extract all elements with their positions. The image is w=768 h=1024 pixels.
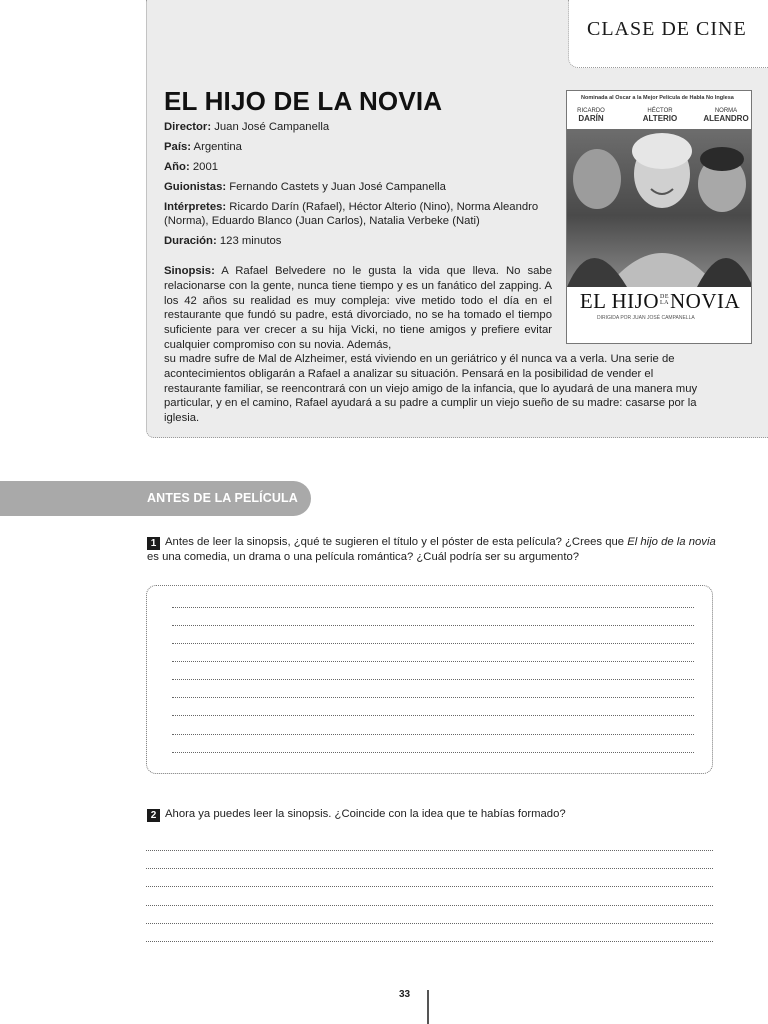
cast-value: Ricardo Darín (Rafael), Héctor Alterio (Nino), Norma Aleandro (Norma), Eduardo Blanco (Juan Carlos), Natalia Verbeke (Nati) — [164, 201, 539, 227]
answer-line[interactable] — [146, 905, 713, 906]
year-label: Año: — [164, 161, 190, 173]
answer-line[interactable] — [146, 941, 713, 942]
answer-line[interactable] — [146, 886, 713, 887]
cast-label: Intérpretes: — [164, 201, 227, 213]
answer-line[interactable] — [172, 752, 694, 753]
writers-label: Guionistas: — [164, 181, 227, 193]
question-2: 2 Ahora ya puedes leer la sinopsis. ¿Coincide con la idea que te habías formado? — [147, 807, 717, 822]
answer-line[interactable] — [172, 643, 694, 644]
duration-value: 123 minutos — [219, 234, 282, 247]
poster-title: EL HIJODE LANOVIA — [579, 289, 741, 313]
page-number-rule — [427, 990, 429, 1024]
answer-line[interactable] — [146, 923, 713, 924]
country-label: País: — [164, 141, 192, 153]
answer-line[interactable] — [172, 607, 694, 608]
question-1: 1 Antes de leer la sinopsis, ¿qué te sugieren el título y el póster de esta película? ¿Crees que El hijo de la novia es una comedia, un drama o una película romántica? ¿Cuál podría ser su argumento? — [147, 536, 716, 563]
poster-credit: DIRIGIDA POR JUAN JOSÉ CAMPANELLA — [597, 315, 695, 321]
poster-cast-1: RICARDO DARÍN — [577, 108, 605, 123]
cast-row — [164, 201, 554, 228]
duration-row — [164, 235, 554, 249]
duration-label: Duración: — [164, 234, 217, 247]
answer-line[interactable] — [146, 850, 713, 851]
answer-line[interactable] — [172, 625, 694, 626]
synopsis-text-1: A Rafael Belvedere no le gusta la vida que lleva. No sabe relacionarse con la gente, nunca tiene tiempo y es un fanático del zapping. A los 42 años su realidad es muy compleja: vive metido todo el día en el restaurante que fundó su padre, está divorciado, no se ha tomado el tiempo suficiente para ver crecer a su hija Vicki, no tiene amigos y prefiere evitar cualquier compromiso con su novia. Además, — [164, 265, 552, 351]
movie-poster — [566, 90, 752, 344]
synopsis-label: Sinopsis: — [164, 265, 215, 277]
poster-photo-illustration — [567, 129, 752, 287]
poster-photo — [567, 129, 752, 287]
writers-value: Fernando Castets y Juan José Campanella — [229, 181, 446, 193]
director-row — [164, 121, 554, 135]
section-tab-title: CLASE DE CINE — [587, 18, 747, 40]
film-title: EL HIJO DE LA NOVIA — [164, 86, 443, 116]
country-value: Argentina — [193, 141, 242, 153]
director-label: Director: — [164, 121, 212, 133]
synopsis — [164, 264, 552, 353]
question-2-number: 2 — [147, 809, 160, 822]
director-value: Juan José Campanella — [214, 121, 330, 133]
poster-cast-3: NORMA ALEANDRO — [703, 108, 749, 123]
answer-line[interactable] — [172, 697, 694, 698]
poster-cast-2: HÉCTOR ALTERIO — [642, 108, 678, 123]
answer-line[interactable] — [172, 734, 694, 735]
page-number: 33 — [399, 989, 411, 1000]
film-details — [164, 121, 554, 255]
year-value: 2001 — [192, 161, 219, 173]
answer-line[interactable] — [146, 868, 713, 869]
answer-line[interactable] — [172, 679, 694, 680]
answer-line[interactable] — [172, 715, 694, 716]
year-row — [164, 161, 554, 175]
poster-nomination: Nominada al Oscar a la Mejor Película de Habla No Inglesa — [581, 95, 734, 101]
section-header-label: ANTES DE LA PELÍCULA — [147, 491, 298, 505]
writers-row — [164, 181, 554, 195]
question-1-number: 1 — [147, 537, 160, 550]
answer-line[interactable] — [172, 661, 694, 662]
country-row — [164, 141, 554, 155]
synopsis-continued: su madre sufre de Mal de Alzheimer, está viviendo en un geriátrico y él nunca va a verla. Una serie de acontecimientos obligarán a Rafael a analizar su situación. Pensará en la posibilidad de vender el restaurante familiar, se reencontrará con un viejo amigo de la infancia, que lo ayudará de una manera muy particular, y en el camino, Rafael ayudará a su padre a cumplir un viejo sueño de su madre: casarse por la iglesia. — [164, 353, 698, 425]
